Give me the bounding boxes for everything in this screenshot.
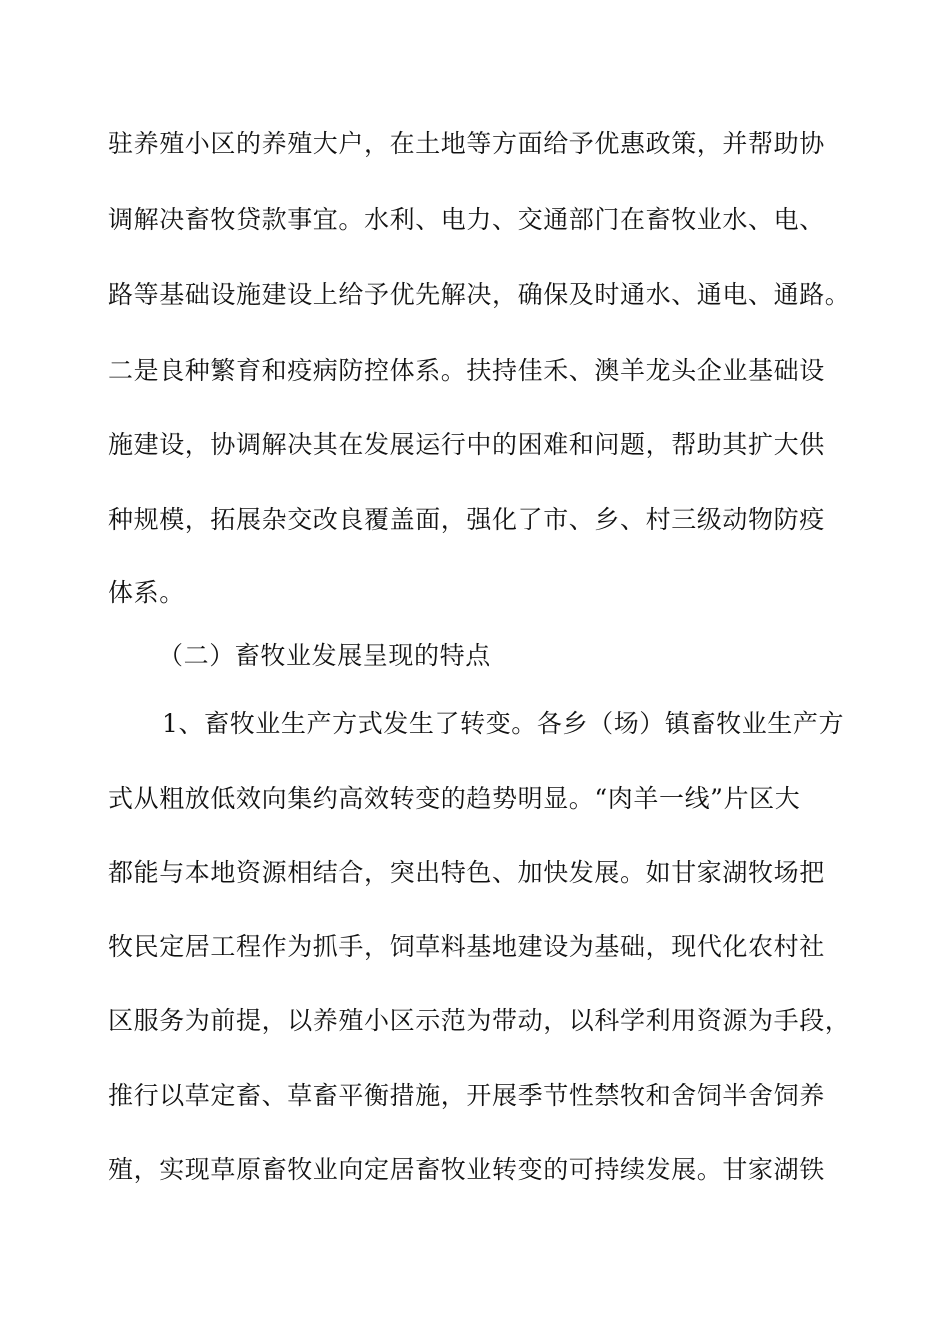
paragraph-line: 牧民定居工程作为抓手，饲草料基地建设为基础，现代化农村社	[108, 932, 825, 961]
paragraph-line: 驻养殖小区的养殖大户，在土地等方面给予优惠政策，并帮助协	[108, 129, 825, 158]
paragraph-line: 二是良种繁育和疫病防控体系。扶持佳禾、澳羊龙头企业基础设	[108, 356, 825, 385]
paragraph-line: 施建设，协调解决其在发展运行中的困难和问题，帮助其扩大供	[108, 430, 825, 459]
paragraph-line: 调解决畜牧贷款事宜。水利、电力、交通部门在畜牧业水、电、	[108, 205, 825, 234]
paragraph-line: 殖，实现草原畜牧业向定居畜牧业转变的可持续发展。甘家湖铁	[108, 1155, 825, 1184]
paragraph-line: 都能与本地资源相结合，突出特色、加快发展。如甘家湖牧场把	[108, 858, 825, 887]
paragraph-line: 1、畜牧业生产方式发生了转变。各乡（场）镇畜牧业生产方	[162, 709, 845, 738]
paragraph-line: 路等基础设施建设上给予优先解决，确保及时通水、通电、通路。	[108, 280, 851, 309]
paragraph-line: 体系。	[108, 578, 185, 607]
paragraph-line: 式从粗放低效向集约高效转变的趋势明显。“肉羊一线”片区大	[108, 784, 801, 813]
paragraph-line: 种规模，拓展杂交改良覆盖面，强化了市、乡、村三级动物防疫	[108, 505, 825, 534]
section-heading: （二）畜牧业发展呈现的特点	[158, 641, 491, 670]
paragraph-line: 区服务为前提，以养殖小区示范为带动，以科学利用资源为手段，	[108, 1006, 851, 1035]
paragraph-line: 推行以草定畜、草畜平衡措施，开展季节性禁牧和舍饲半舍饲养	[108, 1081, 825, 1110]
